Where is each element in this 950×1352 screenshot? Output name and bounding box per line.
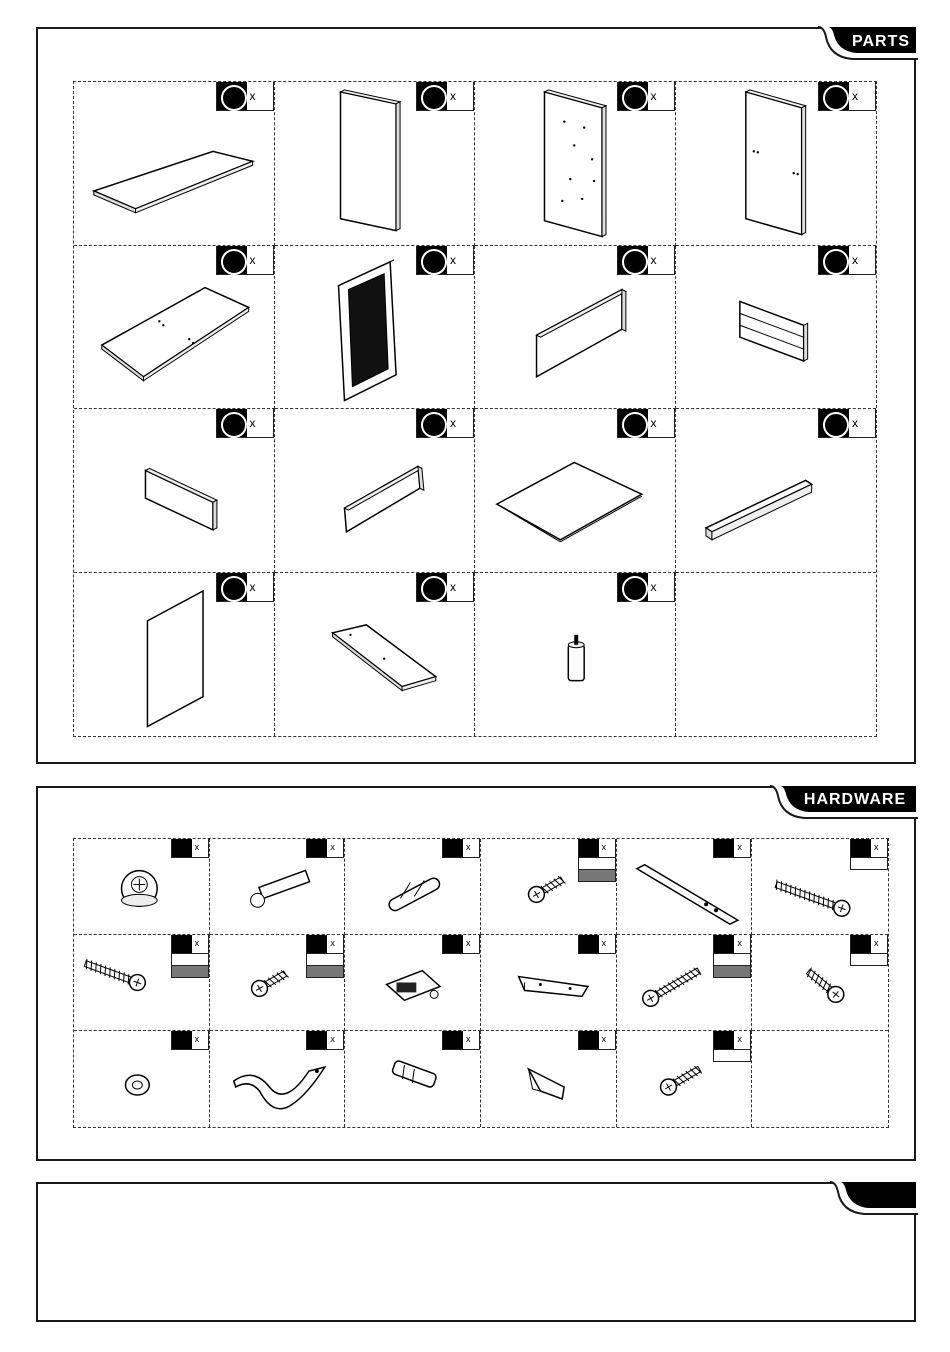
parts-grid [73, 81, 877, 737]
hardware-qty-label: x [194, 1034, 200, 1044]
part-number-circle-icon [417, 409, 447, 437]
part-cell [74, 573, 275, 737]
part-number-circle-icon [417, 573, 447, 601]
hardware-qty-tag [713, 839, 751, 858]
hardware-cell [617, 1031, 753, 1127]
part-qty-label: x [249, 579, 256, 594]
hardware-qty-tag [171, 1031, 209, 1050]
part-number-circle-icon [417, 246, 447, 274]
part-qty-label: x [852, 416, 858, 430]
hardware-qty-label: x [874, 842, 879, 852]
hardware-cell [752, 839, 888, 935]
part-number-circle-icon [618, 409, 648, 437]
part-cell [475, 246, 676, 410]
part-qty-label: x [650, 579, 657, 594]
part-qty-tag [617, 409, 675, 438]
part-qty-label: x [249, 416, 256, 430]
parts-title: PARTS [851, 33, 911, 50]
part-qty-label: x [249, 252, 256, 267]
hardware-cell [481, 1031, 617, 1127]
hardware-letter-box [172, 839, 192, 857]
hardware-cell [210, 935, 346, 1031]
hardware-size-box [579, 857, 615, 869]
hardware-letter-box [307, 839, 327, 857]
part-cell-empty [676, 573, 877, 737]
hardware-qty-label: x [194, 842, 200, 852]
hardware-qty-label: x [737, 938, 742, 948]
parts-panel [36, 27, 916, 764]
hardware-qty-label: x [330, 938, 335, 948]
part-qty-tag [818, 82, 876, 111]
hardware-qty-label: x [330, 1034, 335, 1044]
hardware-qty-tag [171, 839, 209, 858]
hardware-letter-box [443, 839, 463, 857]
hardware-cell [345, 1031, 481, 1127]
part-qty-label: x [852, 252, 858, 267]
part-cell [275, 82, 476, 246]
part-cell [475, 409, 676, 573]
part-cell [74, 82, 275, 246]
hardware-letter-box [307, 1031, 327, 1049]
hardware-letter-box [579, 1031, 599, 1049]
part-qty-tag [216, 246, 274, 275]
part-qty-label: x [650, 252, 657, 267]
notes-panel [36, 1182, 916, 1322]
part-qty-label: x [450, 579, 456, 594]
hardware-grid [73, 838, 889, 1128]
part-number-circle-icon [217, 82, 247, 110]
hardware-qty-tag [578, 935, 616, 954]
part-cell [275, 246, 476, 410]
hardware-letter-box [579, 935, 599, 953]
part-qty-tag [617, 82, 675, 111]
part-qty-tag [416, 573, 474, 602]
hardware-size-box [851, 857, 887, 869]
hardware-qty-tag [578, 1031, 616, 1050]
part-number-circle-icon [217, 573, 247, 601]
part-qty-label: x [852, 89, 858, 103]
hardware-qty-label: x [601, 938, 607, 948]
hardware-size-box-filled [714, 965, 750, 977]
hardware-letter-box [714, 935, 734, 953]
part-qty-label: x [450, 252, 456, 267]
part-cell [275, 409, 476, 573]
hardware-qty-tag [442, 1031, 480, 1050]
hardware-qty-label: x [466, 938, 471, 948]
part-qty-label: x [249, 89, 256, 103]
hardware-qty-tag [306, 935, 344, 978]
hardware-qty-label: x [737, 842, 742, 852]
hardware-qty-label: x [330, 842, 335, 852]
hardware-qty-tag [306, 839, 344, 858]
hardware-letter-box [851, 839, 871, 857]
hardware-letter-box [172, 1031, 192, 1049]
hardware-cell [74, 935, 210, 1031]
hardware-cell [481, 839, 617, 935]
hardware-qty-tag [850, 839, 888, 870]
hardware-cell [617, 935, 753, 1031]
part-number-circle-icon [819, 246, 849, 274]
part-qty-tag [818, 246, 876, 275]
hardware-qty-label: x [874, 938, 879, 948]
hardware-cell [210, 839, 346, 935]
part-cell [74, 409, 275, 573]
hardware-size-box-filled [307, 965, 343, 977]
part-cell [676, 82, 877, 246]
hardware-qty-label: x [601, 1034, 607, 1044]
hardware-qty-label: x [601, 842, 607, 852]
hardware-size-box [714, 1049, 750, 1061]
hardware-qty-tag [850, 935, 888, 966]
hardware-qty-label: x [194, 938, 200, 948]
part-qty-tag [216, 573, 274, 602]
part-number-circle-icon [417, 82, 447, 110]
hardware-cell [74, 1031, 210, 1127]
part-qty-tag [416, 82, 474, 111]
part-qty-tag [617, 246, 675, 275]
hardware-cell [74, 839, 210, 935]
part-number-circle-icon [217, 246, 247, 274]
hardware-qty-label: x [466, 1034, 471, 1044]
hardware-qty-label: x [466, 842, 471, 852]
hardware-size-box [307, 953, 343, 965]
part-qty-tag [416, 409, 474, 438]
part-number-circle-icon [618, 246, 648, 274]
hardware-cell [752, 935, 888, 1031]
part-cell [676, 246, 877, 410]
hardware-letter-box [579, 839, 599, 857]
part-cell [475, 82, 676, 246]
part-number-circle-icon [618, 573, 648, 601]
hardware-letter-box [714, 839, 734, 857]
hardware-cell [617, 839, 753, 935]
hardware-letter-box [443, 935, 463, 953]
hardware-title: HARDWARE [803, 791, 907, 808]
part-number-circle-icon [217, 409, 247, 437]
part-qty-tag [216, 409, 274, 438]
hardware-size-box [714, 953, 750, 965]
hardware-cell [210, 1031, 346, 1127]
hardware-cell-empty [752, 1031, 888, 1127]
hardware-size-box [851, 953, 887, 965]
hardware-qty-tag [713, 1031, 751, 1062]
hardware-qty-tag [578, 839, 616, 882]
hardware-size-box-filled [579, 869, 615, 881]
hardware-qty-tag [306, 1031, 344, 1050]
hardware-letter-box [851, 935, 871, 953]
hardware-panel [36, 786, 916, 1161]
hardware-qty-label: x [737, 1034, 742, 1044]
hardware-cell [481, 935, 617, 1031]
hardware-cell [345, 839, 481, 935]
part-qty-tag [416, 246, 474, 275]
hardware-size-box [172, 953, 208, 965]
part-cell [275, 573, 476, 737]
part-number-circle-icon [819, 82, 849, 110]
part-qty-tag [818, 409, 876, 438]
hardware-qty-tag [442, 839, 480, 858]
hardware-letter-box [443, 1031, 463, 1049]
part-qty-label: x [650, 416, 657, 430]
part-qty-label: x [450, 89, 456, 103]
part-cell [676, 409, 877, 573]
hardware-size-box-filled [172, 965, 208, 977]
hardware-qty-tag [442, 935, 480, 954]
hardware-letter-box [714, 1031, 734, 1049]
hardware-letter-box [172, 935, 192, 953]
part-qty-tag [216, 82, 274, 111]
hardware-letter-box [307, 935, 327, 953]
part-cell [475, 573, 676, 737]
notes-tab-shape [830, 1182, 918, 1218]
hardware-qty-tag [171, 935, 209, 978]
part-number-circle-icon [618, 82, 648, 110]
part-qty-label: x [450, 416, 456, 430]
part-qty-label: x [650, 89, 657, 103]
part-number-circle-icon [819, 409, 849, 437]
part-qty-tag [617, 573, 675, 602]
hardware-qty-tag [713, 935, 751, 978]
part-cell [74, 246, 275, 410]
hardware-cell [345, 935, 481, 1031]
